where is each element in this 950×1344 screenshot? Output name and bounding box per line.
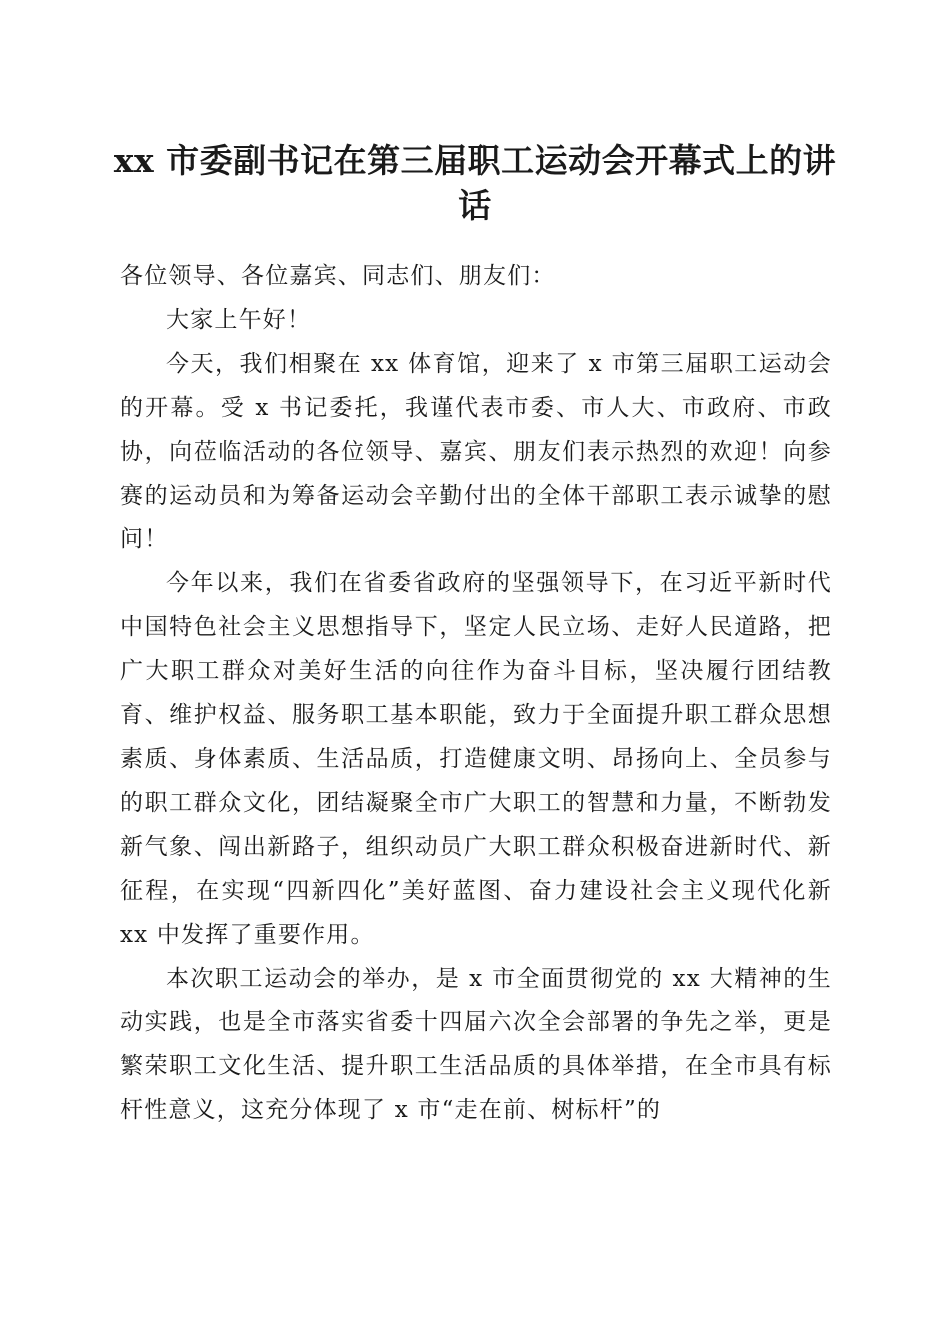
paragraph-greeting: 大家上午好！ xyxy=(166,306,312,333)
paragraph-significance: 本次职工运动会的举办，是 x 市全面贯彻党的 xx 大精神的生动实践，也是全市落实省委十四届六次全会部署的争先之举，更是繁荣职工文化生活、提升职工生活品质的具体举措，在全市具有标杆性意义，这充分体现了 x 市“走在前、树标杆”的 xyxy=(120,965,832,1124)
paragraph-welcome: 今天，我们相聚在 xx 体育馆，迎来了 x 市第三届职工运动会的开幕。受 x 书记委托，我谨代表市委、市人大、市政府、市政协，向莅临活动的各位领导、嘉宾、朋友们表示热烈的欢迎！向参赛的运动员和为筹备运动会辛勤付出的全体干部职工表示诚挚的慰问！ xyxy=(120,350,832,553)
paragraph-achievements: 今年以来，我们在省委省政府的坚强领导下，在习近平新时代中国特色社会主义思想指导下，坚定人民立场、走好人民道路，把广大职工群众对美好生活的向往作为奋斗目标，坚决履行团结教育、维护权益、服务职工基本职能，致力于全面提升职工群众思想素质、身体素质、生活品质，打造健康文明、昂扬向上、全员参与的职工群众文化，团结凝聚全市广大职工的智慧和力量，不断勃发新气象、闯出新路子，组织动员广大职工群众积极奋进新时代、新征程，在实现“四新四化”美好蓝图、奋力建设社会主义现代化新 xx 中发挥了重要作用。 xyxy=(120,570,832,948)
document-title: xx 市委副书记在第三届职工运动会开幕式上的讲话 xyxy=(113,141,837,225)
document-body xyxy=(120,255,832,1133)
salutation: 各位领导、各位嘉宾、同志们、朋友们： xyxy=(120,263,556,289)
